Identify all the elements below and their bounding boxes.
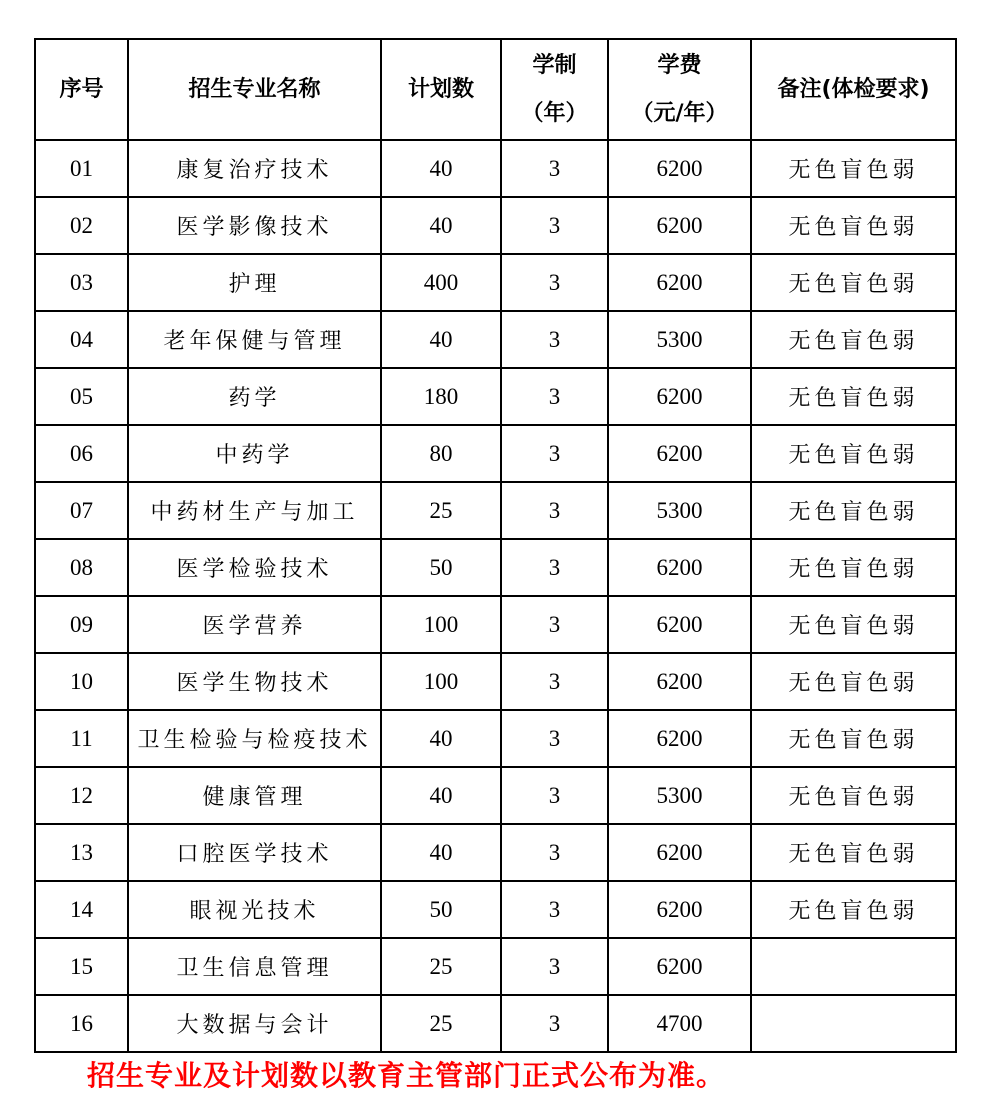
cell-major: 医学影像技术 [128, 197, 381, 254]
cell-duration: 3 [501, 995, 608, 1052]
cell-major: 中药学 [128, 425, 381, 482]
cell-plan: 80 [381, 425, 501, 482]
cell-fee: 6200 [608, 140, 751, 197]
cell-note: 无色盲色弱 [751, 539, 956, 596]
table-row [35, 767, 956, 824]
table-row [35, 368, 956, 425]
cell-fee: 4700 [608, 995, 751, 1052]
cell-seq: 03 [35, 254, 128, 311]
cell-duration: 3 [501, 881, 608, 938]
cell-major: 卫生检验与检疫技术 [128, 710, 381, 767]
cell-seq: 08 [35, 539, 128, 596]
cell-major: 中药材生产与加工 [128, 482, 381, 539]
cell-major: 护理 [128, 254, 381, 311]
cell-fee: 6200 [608, 596, 751, 653]
cell-seq: 06 [35, 425, 128, 482]
table-row [35, 254, 956, 311]
cell-plan: 40 [381, 311, 501, 368]
table-row [35, 596, 956, 653]
cell-note: 无色盲色弱 [751, 482, 956, 539]
cell-major: 药学 [128, 368, 381, 425]
cell-plan: 400 [381, 254, 501, 311]
cell-major: 康复治疗技术 [128, 140, 381, 197]
header-note: 备注(体检要求) [751, 39, 956, 140]
cell-note: 无色盲色弱 [751, 881, 956, 938]
cell-duration: 3 [501, 596, 608, 653]
cell-seq: 10 [35, 653, 128, 710]
cell-note: 无色盲色弱 [751, 824, 956, 881]
cell-major: 大数据与会计 [128, 995, 381, 1052]
cell-duration: 3 [501, 197, 608, 254]
cell-note: 无色盲色弱 [751, 368, 956, 425]
cell-plan: 25 [381, 482, 501, 539]
cell-duration: 3 [501, 653, 608, 710]
cell-note: 无色盲色弱 [751, 710, 956, 767]
cell-note: 无色盲色弱 [751, 254, 956, 311]
cell-major: 健康管理 [128, 767, 381, 824]
cell-duration: 3 [501, 140, 608, 197]
cell-note [751, 995, 956, 1052]
cell-duration: 3 [501, 254, 608, 311]
cell-major: 口腔医学技术 [128, 824, 381, 881]
table-row [35, 425, 956, 482]
footer-note: 招生专业及计划数以教育主管部门正式公布为准。 [87, 1059, 726, 1092]
cell-note [751, 938, 956, 995]
cell-seq: 02 [35, 197, 128, 254]
table-row [35, 653, 956, 710]
cell-plan: 25 [381, 995, 501, 1052]
cell-seq: 12 [35, 767, 128, 824]
cell-fee: 5300 [608, 767, 751, 824]
cell-note: 无色盲色弱 [751, 425, 956, 482]
cell-seq: 11 [35, 710, 128, 767]
cell-fee: 6200 [608, 539, 751, 596]
cell-fee: 6200 [608, 710, 751, 767]
cell-fee: 6200 [608, 425, 751, 482]
header-fee [608, 39, 751, 140]
table-row [35, 311, 956, 368]
table-header-row [35, 39, 956, 140]
cell-plan: 40 [381, 824, 501, 881]
header-seq: 序号 [35, 39, 128, 140]
cell-fee: 5300 [608, 482, 751, 539]
cell-plan: 40 [381, 140, 501, 197]
cell-note: 无色盲色弱 [751, 767, 956, 824]
cell-note: 无色盲色弱 [751, 653, 956, 710]
cell-duration: 3 [501, 425, 608, 482]
cell-seq: 15 [35, 938, 128, 995]
cell-duration: 3 [501, 824, 608, 881]
cell-fee: 6200 [608, 197, 751, 254]
cell-major: 眼视光技术 [128, 881, 381, 938]
cell-seq: 13 [35, 824, 128, 881]
header-fee-line1: 学费 [657, 52, 702, 78]
table-row [35, 938, 956, 995]
cell-seq: 16 [35, 995, 128, 1052]
cell-fee: 5300 [608, 311, 751, 368]
header-duration-line1: 学制 [532, 52, 577, 78]
cell-seq: 01 [35, 140, 128, 197]
cell-fee: 6200 [608, 824, 751, 881]
cell-plan: 50 [381, 881, 501, 938]
cell-seq: 04 [35, 311, 128, 368]
table-row [35, 710, 956, 767]
cell-duration: 3 [501, 767, 608, 824]
table-row [35, 482, 956, 539]
cell-major: 医学生物技术 [128, 653, 381, 710]
cell-note: 无色盲色弱 [751, 596, 956, 653]
cell-duration: 3 [501, 368, 608, 425]
enrollment-plan-table [34, 38, 957, 1053]
cell-major: 医学检验技术 [128, 539, 381, 596]
table-row [35, 197, 956, 254]
cell-note: 无色盲色弱 [751, 311, 956, 368]
cell-major: 卫生信息管理 [128, 938, 381, 995]
cell-fee: 6200 [608, 368, 751, 425]
table-row [35, 995, 956, 1052]
cell-seq: 05 [35, 368, 128, 425]
cell-seq: 07 [35, 482, 128, 539]
header-plan: 计划数 [381, 39, 501, 140]
cell-duration: 3 [501, 311, 608, 368]
cell-fee: 6200 [608, 653, 751, 710]
cell-seq: 14 [35, 881, 128, 938]
cell-duration: 3 [501, 482, 608, 539]
cell-major: 老年保健与管理 [128, 311, 381, 368]
cell-plan: 40 [381, 767, 501, 824]
cell-plan: 100 [381, 653, 501, 710]
table-row [35, 824, 956, 881]
cell-fee: 6200 [608, 938, 751, 995]
cell-plan: 40 [381, 710, 501, 767]
cell-plan: 100 [381, 596, 501, 653]
cell-plan: 50 [381, 539, 501, 596]
table-row [35, 881, 956, 938]
cell-plan: 25 [381, 938, 501, 995]
table-row [35, 140, 956, 197]
header-fee-line2: （元/年） [631, 100, 728, 126]
cell-plan: 40 [381, 197, 501, 254]
cell-duration: 3 [501, 710, 608, 767]
cell-duration: 3 [501, 938, 608, 995]
table-row [35, 539, 956, 596]
cell-note: 无色盲色弱 [751, 140, 956, 197]
cell-fee: 6200 [608, 881, 751, 938]
cell-plan: 180 [381, 368, 501, 425]
header-major: 招生专业名称 [128, 39, 381, 140]
header-duration-line2: （年） [521, 100, 588, 126]
cell-major: 医学营养 [128, 596, 381, 653]
header-duration [501, 39, 608, 140]
cell-note: 无色盲色弱 [751, 197, 956, 254]
cell-duration: 3 [501, 539, 608, 596]
cell-seq: 09 [35, 596, 128, 653]
cell-fee: 6200 [608, 254, 751, 311]
